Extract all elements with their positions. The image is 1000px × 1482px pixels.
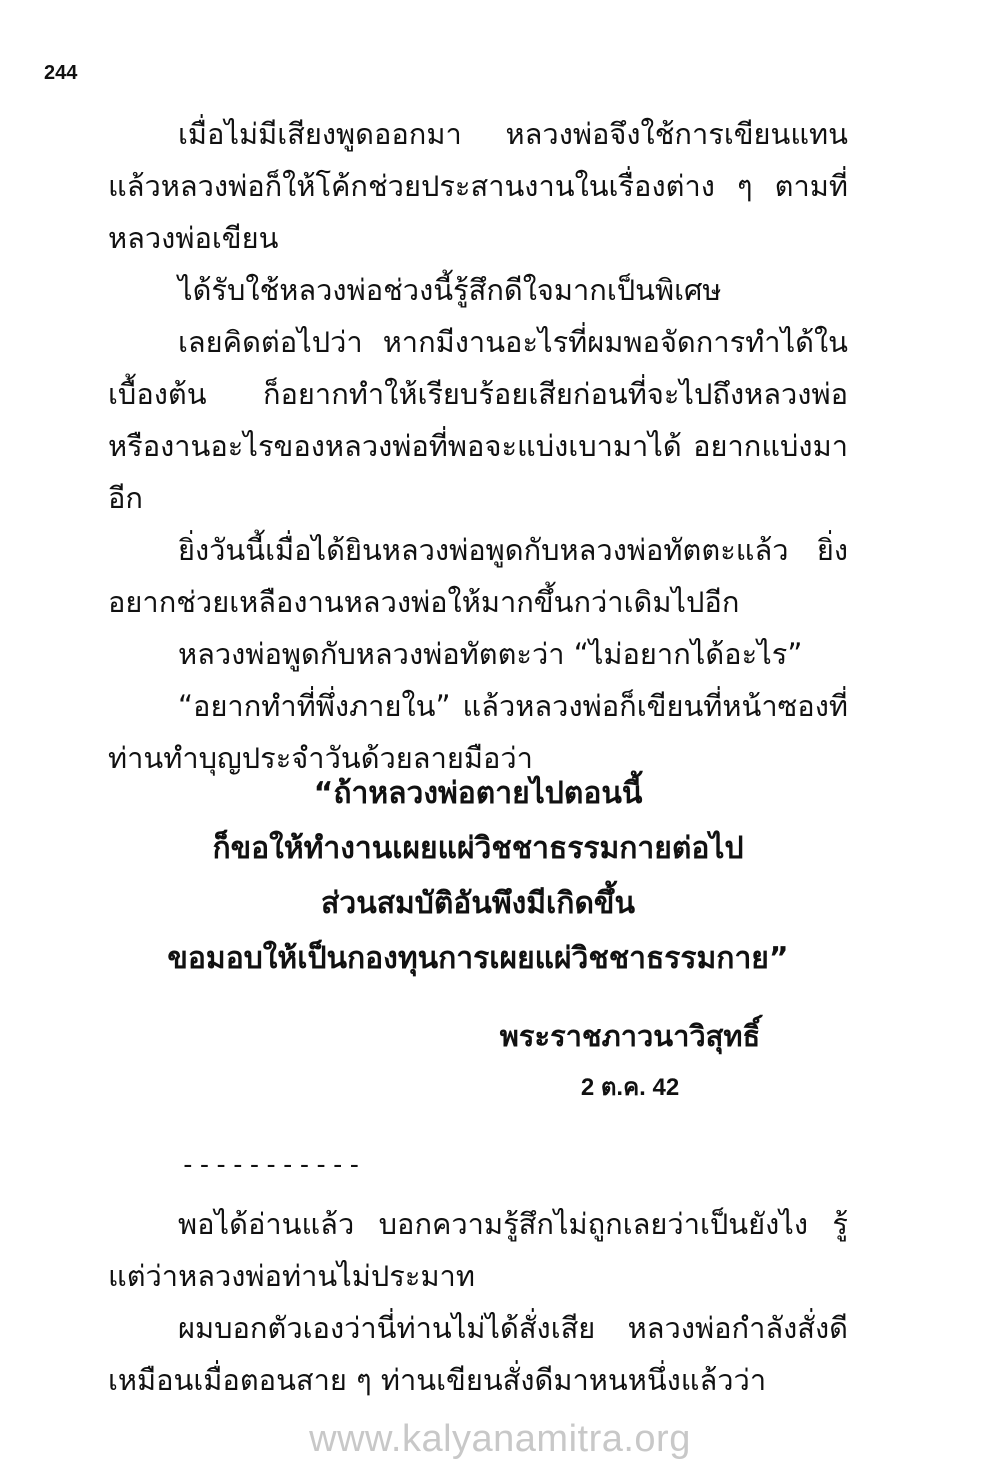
quote-line: ขอมอบให้เป็นกองทุนการเผยแผ่วิชชาธรรมกาย” (167, 941, 789, 976)
body-text-top (108, 108, 848, 784)
signature-block (420, 1010, 840, 1114)
quote-line: ก็ขอให้ทำงานเผยแผ่วิชชาธรรมกายต่อไป (212, 831, 744, 866)
page-number: 244 (44, 62, 78, 84)
body-text-bottom (108, 1198, 848, 1406)
paragraph: เมื่อไม่มีเสียงพูดออกมา หลวงพ่อจึงใช้การเขียนแทน แล้วหลวงพ่อก็ให้โค้กช่วยประสานงานในเรื่องต่าง ๆ ตามที่หลวงพ่อเขียน (108, 117, 848, 255)
paragraph: ยิ่งวันนี้เมื่อได้ยินหลวงพ่อพูดกับหลวงพ่อทัตตะแล้ว ยิ่งอยากช่วยเหลืองานหลวงพ่อให้มากขึ้นกว่าเดิมไปอีก (108, 533, 848, 619)
watermark-url: www.kalyanamitra.org (309, 1418, 691, 1460)
handwritten-note-quote (108, 766, 848, 986)
section-divider: ----------- (180, 1150, 364, 1180)
paragraph: ผมบอกตัวเองว่านี่ท่านไม่ได้สั่งเสีย หลวงพ่อกำลังสั่งดีเหมือนเมื่อตอนสาย ๆ ท่านเขียนสั่งดีมาหนหนึ่งแล้วว่า (108, 1311, 848, 1397)
quote-line: ส่วนสมบัติอันพึงมีเกิดขึ้น (321, 886, 635, 921)
quote-line: “ถ้าหลวงพ่อตายไปตอนนี้ (313, 776, 643, 811)
signature-name: พระราชภาวนาวิสุทธิ์ (499, 1019, 761, 1053)
paragraph: พอได้อ่านแล้ว บอกความรู้สึกไม่ถูกเลยว่าเป็นยังไง รู้แต่ว่าหลวงพ่อท่านไม่ประมาท (108, 1207, 848, 1293)
paragraph: “อยากทำที่พึ่งภายใน” แล้วหลวงพ่อก็เขียนที่หน้าซองที่ท่านทำบุญประจำวันด้วยลายมือว่า (108, 689, 848, 775)
paragraph: หลวงพ่อพูดกับหลวงพ่อทัตตะว่า “ไม่อยากได้อะไร” (178, 637, 803, 671)
paragraph: ได้รับใช้หลวงพ่อช่วงนี้รู้สึกดีใจมากเป็นพิเศษ (178, 273, 722, 307)
signature-date: 2 ต.ค. 42 (580, 1074, 680, 1101)
paragraph: เลยคิดต่อไปว่า หากมีงานอะไรที่ผมพอจัดการทำได้ในเบื้องต้น ก็อยากทำให้เรียบร้อยเสียก่อนที่จะไปถึงหลวงพ่อ หรืองานอะไรของหลวงพ่อที่พอจะแบ่งเบามาได้ อยากแบ่งมาอีก (108, 325, 848, 515)
